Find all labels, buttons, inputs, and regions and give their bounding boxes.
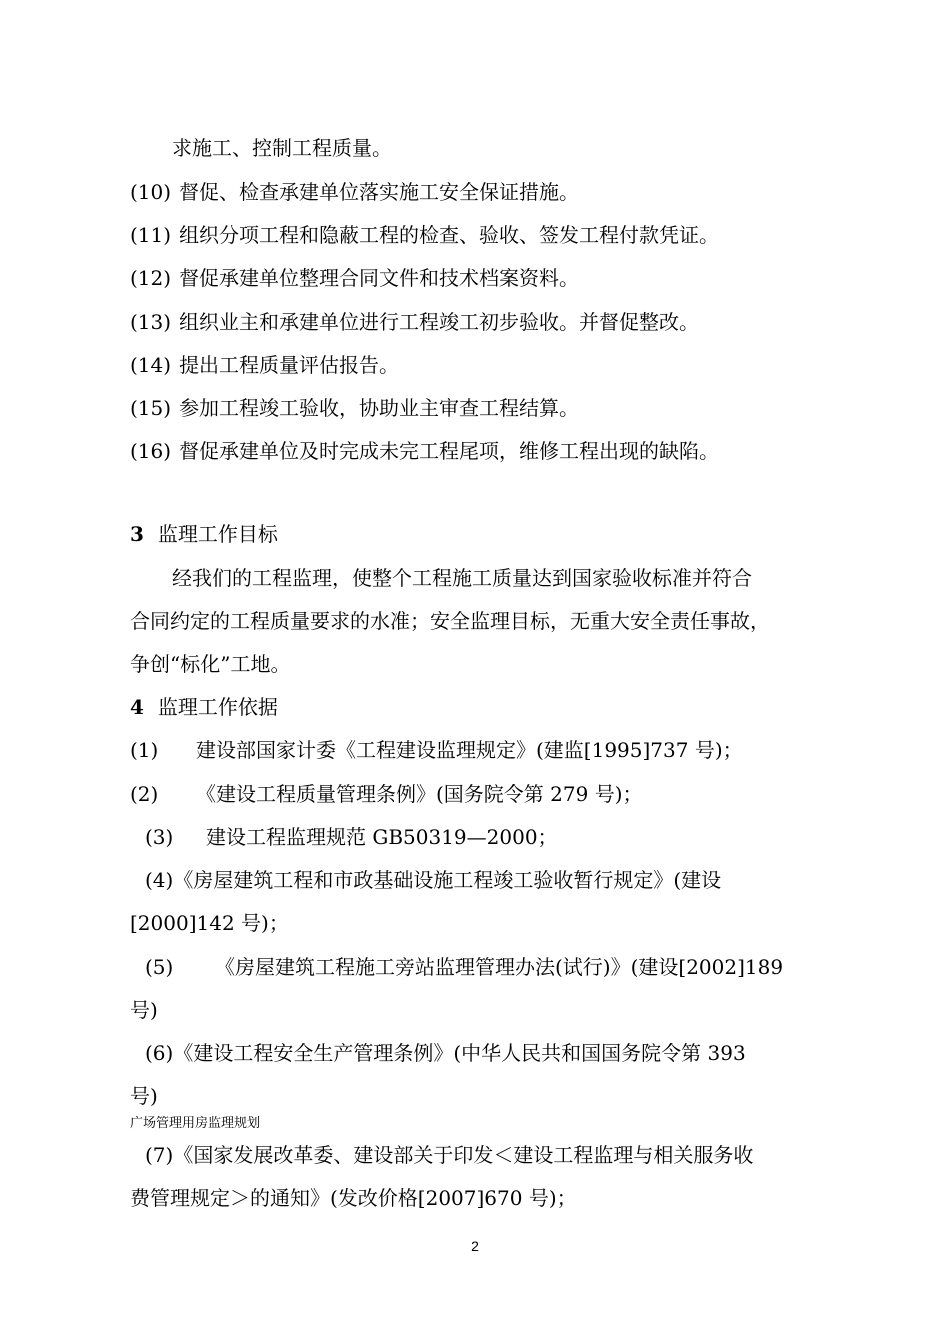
basis-continuation: [2000]142 号)； (130, 911, 289, 935)
duty-number: (13) (130, 310, 172, 334)
basis-text: 《国家发展改革委、建设部关于印发＜建设工程监理与相关服务收 (173, 1143, 754, 1167)
basis-text: 《建设工程安全生产管理条例》(中华人民共和国国务院令第 393 (173, 1041, 746, 1065)
section-number: 4 (130, 695, 144, 719)
basis-text: 《房屋建筑工程施工旁站监理管理办法(试行)》(建设[2002]189 (215, 955, 784, 979)
basis-number: (7) (145, 1143, 174, 1167)
basis-item (130, 782, 643, 806)
duty-item (130, 310, 699, 334)
basis-item (145, 868, 721, 892)
basis-continuation: 号) (130, 998, 158, 1022)
basis-item (145, 825, 558, 849)
basis-number: (1) (130, 738, 159, 762)
basis-number: (5) (145, 955, 174, 979)
basis-number: (2) (130, 782, 159, 806)
duty-item (130, 223, 719, 247)
duty-text: 组织业主和承建单位进行工程竣工初步验收。并督促整改。 (179, 310, 700, 334)
basis-item (145, 955, 783, 979)
basis-number: (3) (145, 825, 174, 849)
page-number: 2 (471, 1238, 479, 1254)
section-3-paragraph-line: 争创“标化”工地。 (130, 652, 291, 676)
basis-number: (6) (145, 1041, 174, 1065)
duty-item (130, 396, 579, 420)
basis-item (130, 738, 743, 762)
footer-note: 广场管理用房监理规划 (130, 1116, 261, 1131)
section-number: 3 (130, 522, 144, 546)
duty-number: (10) (130, 180, 172, 204)
duty-item (130, 266, 579, 290)
basis-item (145, 1041, 746, 1065)
duty-item (130, 180, 579, 204)
duty-text: 督促承建单位整理合同文件和技术档案资料。 (179, 266, 580, 290)
duty-item (130, 353, 399, 377)
duty-text: 督促承建单位及时完成未完工程尾项，维修工程出现的缺陷。 (179, 439, 720, 463)
section-title: 监理工作目标 (157, 522, 278, 546)
basis-text: 《建设工程质量管理条例》(国务院令第 279 号)； (196, 782, 643, 806)
section-3-paragraph-line: 经我们的工程监理，使整个工程施工质量达到国家验收标准并符合 (172, 566, 752, 590)
duty-number: (12) (130, 266, 172, 290)
duty-number: (16) (130, 439, 172, 463)
basis-text: 建设工程监理规范 GB50319—2000； (206, 825, 558, 849)
basis-number: (4) (145, 868, 174, 892)
basis-text: 《房屋建筑工程和市政基础设施工程竣工验收暂行规定》(建设 (173, 868, 722, 892)
duty-text: 参加工程竣工验收，协助业主审查工程结算。 (179, 396, 580, 420)
basis-text: 建设部国家计委《工程建设监理规定》(建监[1995]737 号)； (196, 738, 743, 762)
duty-number: (11) (130, 223, 172, 247)
duties-continued-line: 求施工、控制工程质量。 (172, 136, 392, 160)
section-3-heading (130, 522, 278, 546)
duty-item (130, 439, 719, 463)
duty-number: (15) (130, 396, 172, 420)
section-title: 监理工作依据 (157, 695, 278, 719)
basis-item (145, 1143, 753, 1167)
duty-text: 提出工程质量评估报告。 (179, 353, 400, 377)
basis-continuation: 费管理规定＞的通知》(发改价格[2007]670 号)； (130, 1186, 577, 1210)
duty-number: (14) (130, 353, 172, 377)
duty-text: 督促、检查承建单位落实施工安全保证措施。 (179, 180, 580, 204)
duty-text: 组织分项工程和隐蔽工程的检查、验收、签发工程付款凭证。 (179, 223, 720, 247)
section-3-paragraph-line: 合同约定的工程质量要求的水准；安全监理目标，无重大安全责任事故， (130, 609, 770, 633)
basis-continuation: 号) (130, 1084, 158, 1108)
section-4-heading (130, 695, 278, 719)
